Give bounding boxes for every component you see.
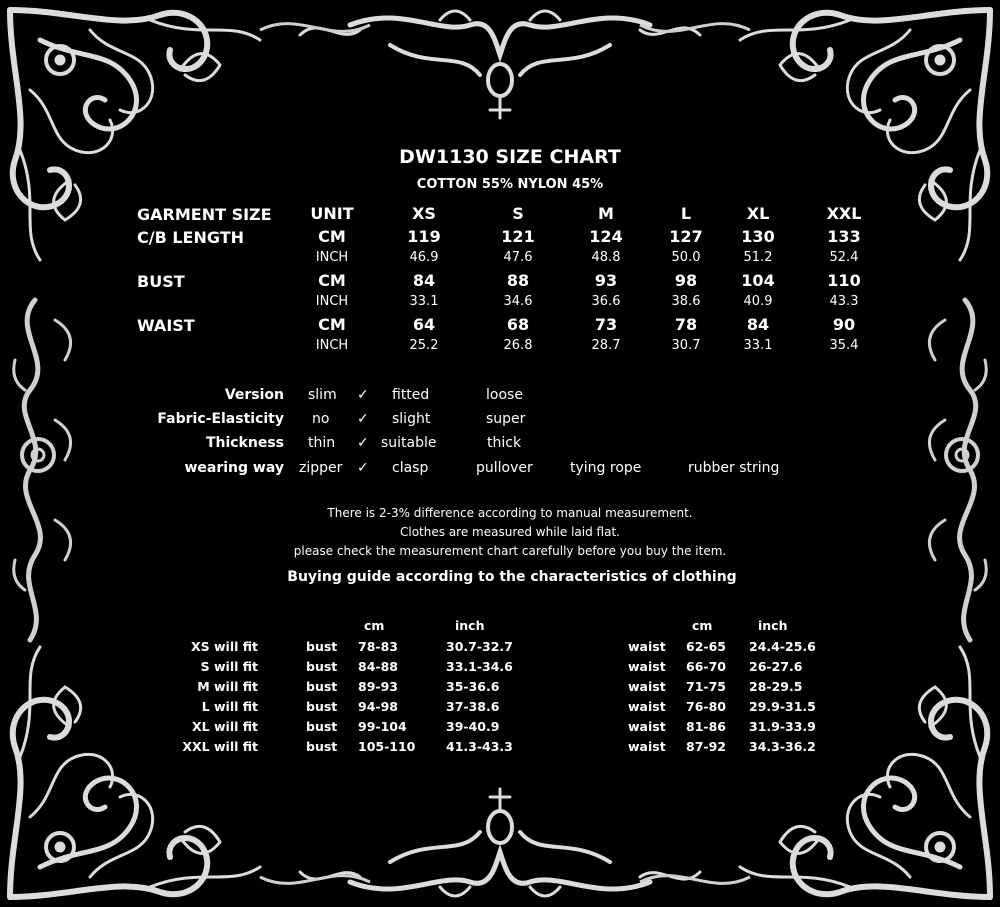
guide-bust: bust	[306, 639, 338, 654]
guide-waist: waist	[628, 639, 666, 654]
guide-waist-inch: 34.3-36.2	[749, 739, 816, 754]
guide-waist: waist	[628, 719, 666, 734]
inch-value: 35.4	[829, 338, 859, 353]
check-icon: ✓	[357, 435, 369, 451]
cm-unit: CM	[318, 227, 346, 246]
inch-unit: INCH	[315, 294, 349, 309]
inch-value: 34.6	[503, 294, 533, 309]
material-composition: COTTON 55% NYLON 45%	[416, 177, 604, 192]
guide-waist: waist	[628, 739, 666, 754]
cm-value: 90	[832, 315, 856, 334]
guide-waist-inch: 31.9-33.9	[749, 719, 816, 734]
garment-size-header: GARMENT SIZE	[137, 205, 272, 224]
measurement-label: C/B LENGTH	[137, 228, 245, 247]
inch-value: 28.7	[591, 338, 621, 353]
cm-value: 78	[674, 315, 698, 334]
cm-value: 73	[594, 315, 618, 334]
attr-label-wearing-way: wearing way	[184, 460, 284, 476]
guide-bust-inch: 39-40.9	[446, 719, 500, 734]
inch-value: 47.6	[503, 250, 533, 265]
guide-bust: bust	[306, 659, 338, 674]
cm-unit: CM	[318, 315, 346, 334]
cm-value: 119	[407, 227, 441, 246]
guide-bust: bust	[306, 679, 338, 694]
cm-value: 133	[827, 227, 861, 246]
inch-value: 25.2	[409, 338, 439, 353]
cm-value: 124	[589, 227, 623, 246]
inch-value: 50.0	[671, 250, 701, 265]
guide-bust-inch: 41.3-43.3	[446, 739, 513, 754]
attr-option: clasp	[392, 460, 429, 476]
guide-waist-cm: 66-70	[686, 659, 726, 674]
guide-waist-cm: 62-65	[686, 639, 726, 654]
guide-waist-cm: 87-92	[686, 739, 726, 754]
attr-option: loose	[486, 387, 523, 403]
cm-value: 64	[412, 315, 436, 334]
size-header-l: L	[680, 204, 692, 223]
attr-label-thickness: Thickness	[205, 435, 284, 451]
guide-bust-cm: 99-104	[358, 719, 407, 734]
measurement-label: WAIST	[137, 316, 195, 335]
chart-title: DW1130 SIZE CHART	[399, 146, 621, 168]
attr-label-version: Version	[224, 387, 284, 403]
inch-value: 48.8	[591, 250, 621, 265]
guide-waist-cm: 76-80	[686, 699, 726, 714]
note-line: please check the measurement chart carefully before you buy the item.	[293, 544, 727, 558]
guide-inch-header: inch	[758, 618, 788, 633]
unit-header: UNIT	[310, 204, 354, 223]
inch-value: 43.3	[829, 294, 859, 309]
guide-bust-inch: 33.1-34.6	[446, 659, 513, 674]
guide-waist-cm: 81-86	[686, 719, 726, 734]
cm-value: 84	[412, 271, 436, 290]
inch-value: 51.2	[743, 250, 773, 265]
cm-value: 68	[506, 315, 530, 334]
guide-row-label: L will fit	[201, 699, 258, 714]
attr-option: pullover	[476, 460, 533, 476]
attr-option: slim	[308, 387, 337, 403]
guide-bust-inch: 35-36.6	[446, 679, 500, 694]
note-line: Clothes are measured while laid flat.	[400, 525, 620, 539]
guide-row-label: M will fit	[197, 679, 258, 694]
inch-value: 40.9	[743, 294, 773, 309]
guide-bust-inch: 30.7-32.7	[446, 639, 513, 654]
cm-value: 127	[669, 227, 703, 246]
guide-cm-header: cm	[692, 618, 713, 633]
guide-waist: waist	[628, 699, 666, 714]
check-icon: ✓	[357, 411, 369, 427]
attr-option: rubber string	[688, 460, 780, 476]
size-header-xs: XS	[412, 204, 436, 223]
guide-row-label: XXL will fit	[182, 739, 258, 754]
guide-row-label: S will fit	[200, 659, 258, 674]
guide-row-label: XL will fit	[192, 719, 258, 734]
attr-option: thin	[308, 435, 336, 451]
cm-value: 84	[746, 315, 770, 334]
check-icon: ✓	[357, 387, 369, 403]
size-header-xxl: XXL	[826, 204, 862, 223]
guide-waist: waist	[628, 679, 666, 694]
cm-value: 93	[594, 271, 618, 290]
guide-bust-cm: 105-110	[358, 739, 416, 754]
guide-bust-cm: 84-88	[358, 659, 398, 674]
attr-option: fitted	[392, 387, 430, 403]
guide-waist-inch: 29.9-31.5	[749, 699, 816, 714]
guide-waist-inch: 26-27.6	[749, 659, 803, 674]
guide-bust-cm: 94-98	[358, 699, 398, 714]
check-icon: ✓	[357, 460, 369, 476]
guide-waist-inch: 24.4-25.6	[749, 639, 816, 654]
inch-value: 46.9	[409, 250, 439, 265]
size-header-s: S	[512, 204, 524, 223]
guide-inch-header: inch	[455, 618, 485, 633]
cm-value: 88	[506, 271, 530, 290]
guide-bust-inch: 37-38.6	[446, 699, 500, 714]
inch-unit: INCH	[315, 338, 349, 353]
cm-value: 110	[827, 271, 861, 290]
note-line: There is 2-3% difference according to manual measurement.	[327, 506, 693, 520]
inch-value: 36.6	[591, 294, 621, 309]
inch-value: 52.4	[829, 250, 859, 265]
guide-bust: bust	[306, 719, 338, 734]
guide-bust-cm: 78-83	[358, 639, 398, 654]
attr-option: slight	[392, 411, 431, 427]
cm-unit: CM	[318, 271, 346, 290]
guide-bust: bust	[306, 699, 338, 714]
size-header-xl: XL	[746, 204, 770, 223]
inch-value: 33.1	[409, 294, 439, 309]
attr-option: no	[312, 411, 330, 427]
attr-option: suitable	[381, 435, 437, 451]
guide-cm-header: cm	[364, 618, 385, 633]
guide-row-label: XS will fit	[191, 639, 258, 654]
inch-value: 26.8	[503, 338, 533, 353]
cm-value: 104	[741, 271, 775, 290]
guide-bust-cm: 89-93	[358, 679, 398, 694]
guide-waist: waist	[628, 659, 666, 674]
guide-waist-cm: 71-75	[686, 679, 726, 694]
cm-value: 98	[674, 271, 698, 290]
inch-value: 38.6	[671, 294, 701, 309]
attr-option: super	[486, 411, 526, 427]
inch-value: 30.7	[671, 338, 701, 353]
guide-bust: bust	[306, 739, 338, 754]
attr-option: zipper	[299, 460, 343, 476]
cm-value: 130	[741, 227, 775, 246]
attr-label-elasticity: Fabric-Elasticity	[157, 411, 284, 427]
size-header-m: M	[598, 204, 614, 223]
measurement-label: BUST	[137, 272, 185, 291]
buying-guide-title: Buying guide according to the characteristics of clothing	[287, 569, 737, 585]
inch-unit: INCH	[315, 250, 349, 265]
inch-value: 33.1	[743, 338, 773, 353]
attr-option: tying rope	[570, 460, 642, 476]
cm-value: 121	[501, 227, 535, 246]
guide-waist-inch: 28-29.5	[749, 679, 803, 694]
attr-option: thick	[487, 435, 522, 451]
